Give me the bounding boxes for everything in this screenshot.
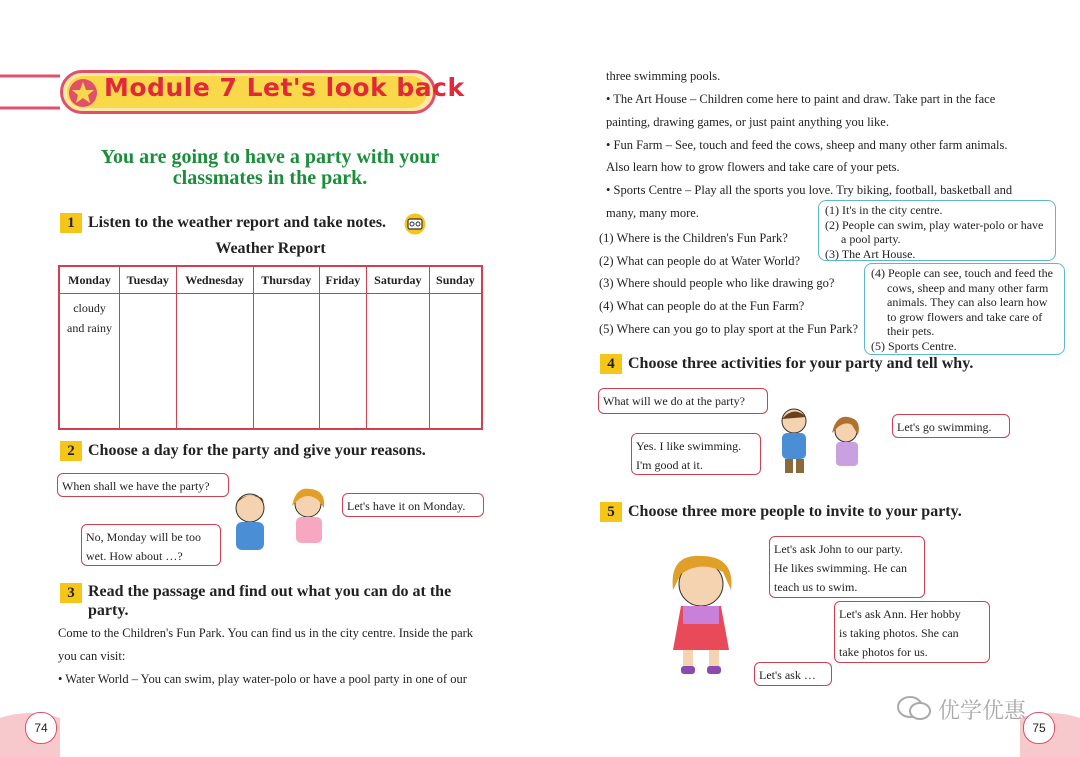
section-number-4: 4 [600,354,622,374]
day-header: Friday [319,266,366,294]
table-cell [429,294,482,430]
section-heading-5: Choose three more people to invite to your party. [628,503,962,520]
passage-line: • Water World – You can swim, play water-polo or have a pool party in one of our [58,672,467,686]
passage-line: • Sports Centre – Play all the sports you love. Try biking, football, basketball and [606,183,1013,197]
answer-line: (2) People can swim, play water-polo or have [825,217,1044,232]
question: (1) Where is the Children's Fun Park? [599,231,788,245]
bubble-line: Let's ask John to our party. [774,542,903,556]
section-heading-1: Listen to the weather report and take notes. [88,214,387,231]
subtitle-line-2: classmates in the park. [172,167,368,189]
table-cell [253,294,319,430]
speech-bubble: Let's go swimming. [892,414,1010,438]
answer-line: (3) The Art House. [825,246,916,261]
passage-line: many, many more. [606,206,699,220]
bubble-line: No, Monday will be too [86,530,201,544]
bubble-line: is taking photos. She can [839,626,959,640]
question: (2) What can people do at Water World? [599,254,801,268]
passage-line: • The Art House – Children come here to paint and draw. Take part in the face [606,92,996,106]
answer-line: (4) People can see, touch and feed the [871,266,1053,280]
table-cell [120,294,177,430]
page-number-right: 75 [1023,712,1055,744]
answer-line: animals. They can also learn how [887,295,1048,309]
section-number-1: 1 [60,213,82,233]
answer-line: (5) Sports Centre. [871,338,957,353]
section-heading-4: Choose three activities for your party and tell why. [628,355,974,372]
wechat-icon [896,694,932,722]
section-heading-2: Choose a day for the party and give your reasons. [88,442,426,459]
question: (4) What can people do at the Fun Farm? [599,299,805,313]
bubble-line: He likes swimming. He can [774,561,907,575]
answer-line: cows, sheep and many other farm [887,280,1049,295]
speech-bubble: When shall we have the party? [57,473,229,497]
girl-illustration [655,550,755,678]
section-number-5: 5 [600,502,622,522]
children-illustration [226,486,346,556]
bubble-line: wet. How about …? [86,549,183,563]
passage-line: • Fun Farm – See, touch and feed the cows, sheep and many other farm animals. [606,138,1008,152]
radio-icon [403,213,427,235]
weather-table [58,265,483,430]
speech-bubble [631,433,761,475]
bubble-line: Let's ask Ann. Her hobby [839,607,961,621]
section-number-2: 2 [60,441,82,461]
page-number-left: 74 [25,712,57,744]
monday-note: and rainy [67,321,113,335]
answer-line: (1) It's in the city centre. [825,203,943,217]
answer-line: a pool party. [841,232,901,246]
answer-note-1 [818,200,1056,261]
day-header: Saturday [366,266,429,294]
day-header: Tuesday [120,266,177,294]
passage-line: Come to the Children's Fun Park. You can find us in the city centre. Inside the park [58,626,474,640]
star-icon [68,78,98,108]
passage-line: three swimming pools. [606,69,721,83]
answer-note-2 [864,263,1065,355]
watermark-text: 优学优惠 [938,698,1027,723]
bubble-line: take photos for us. [839,645,928,659]
speech-bubble [834,601,990,663]
question: (5) Where can you go to play sport at the Fun Park? [599,322,859,336]
passage-line: Also learn how to grow flowers and take care of your pets. [606,160,900,174]
monday-note: cloudy [73,301,106,315]
day-header: Wednesday [176,266,253,294]
bubble-line: I'm good at it. [636,458,703,472]
passage-line: you can visit: [58,649,126,663]
section-heading-3-cont: party. [88,602,129,619]
table-cell [366,294,429,430]
passage-line: painting, drawing games, or just paint anything you like. [606,115,889,129]
speech-bubble [769,536,925,598]
speech-bubble: Let's ask … [754,662,832,686]
day-header: Monday [59,266,120,294]
section-number-3: 3 [60,583,82,603]
table-title: Weather Report [215,240,326,257]
monday-cell [59,294,120,430]
table-cell [319,294,366,430]
bubble-line: teach us to swim. [774,580,858,594]
table-cell [176,294,253,430]
module-title: Module 7 Let's look back [104,73,465,102]
answer-line: their pets. [887,324,935,338]
speech-bubble: Let's have it on Monday. [342,493,484,517]
section-heading-3: Read the passage and find out what you can do at the [88,583,452,600]
day-header: Thursday [253,266,319,294]
children-illustration [772,405,882,477]
subtitle-line-1: You are going to have a party with your [100,146,440,168]
bubble-line: Yes. I like swimming. [636,439,742,453]
day-header: Sunday [429,266,482,294]
question: (3) Where should people who like drawing go? [599,276,835,290]
speech-bubble [81,524,221,566]
answer-line: to grow flowers and take care of [887,309,1043,324]
speech-bubble: What will we do at the party? [598,388,768,414]
